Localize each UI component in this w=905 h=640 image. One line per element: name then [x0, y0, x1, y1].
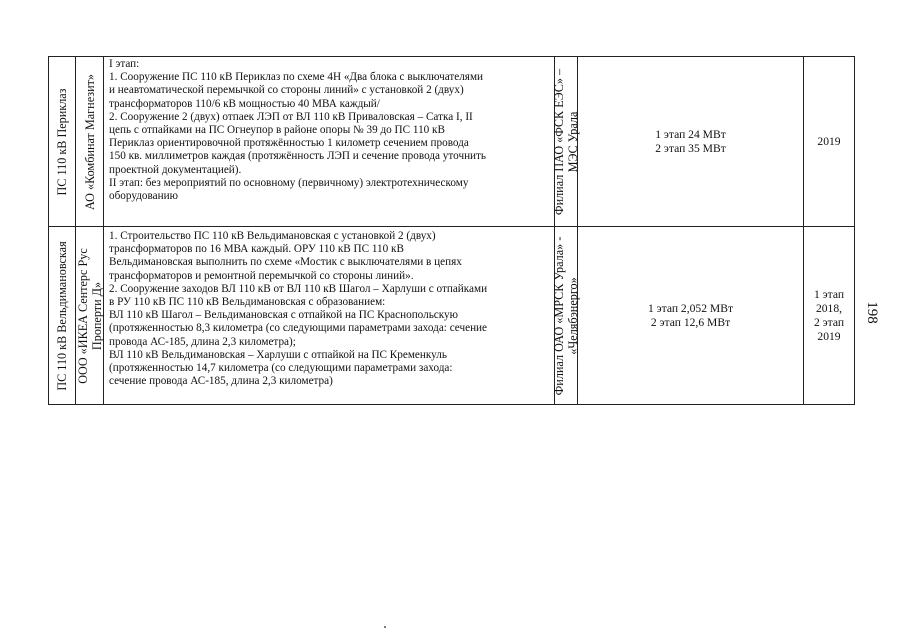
grid-org-name: [552, 62, 580, 222]
grid-org-cell: [552, 57, 580, 227]
measure-line: трансформаторов по 16 МВА каждый. ОРУ 110 кВ ПС 110 кВ: [109, 243, 404, 256]
power-line: 2 этап 35 МВт: [655, 141, 726, 155]
grid-org-line: Филиал ОАО «МРСК Урала» -: [552, 236, 566, 395]
substation-name: ПС 110 кВ Вельдимановская: [55, 240, 69, 391]
applicant-name: АО «Комбинат Магнезит»: [82, 73, 97, 210]
applicant-name: [76, 231, 104, 401]
year-line: 2019: [817, 134, 841, 148]
measures-table: [48, 56, 855, 405]
year-cell: [804, 227, 855, 405]
year-line: 2018,: [815, 301, 843, 315]
measure-line: и неавтоматической перемычкой со стороны линий» с установкой 2 (двух): [109, 84, 464, 97]
table-row: [49, 57, 855, 227]
year-line: 1 этап: [813, 287, 845, 301]
measure-line: проектной документацией).: [109, 163, 242, 176]
measure-line: трансформаторов 110/6 кВ мощностью 40 МВА каждый/: [109, 97, 380, 110]
measure-line: II этап: без мероприятий по основному (первичному) электротехническому: [109, 176, 469, 189]
measure-line: Периклаз ориентировочной протяжённостью 1 километр сечением провода: [109, 137, 469, 150]
substation-cell: [49, 57, 76, 227]
measure-line: в РУ 110 кВ ПС 110 кВ Вельдимановская с образованием:: [109, 296, 386, 309]
year-line: 2019: [817, 329, 841, 343]
measure-line: 2. Сооружение 2 (двух) отпаек ЛЭП от ВЛ 110 кВ Приваловская – Сатка I, II: [109, 110, 473, 123]
grid-org-line: «Челябэнерго»: [566, 276, 580, 355]
measure-line: 150 кв. миллиметров каждая (протяжённость ЛЭП и сечение провода уточнить: [109, 150, 487, 163]
power-line: 2 этап 12,6 МВт: [650, 315, 731, 329]
measure-line: 2. Сооружение заходов ВЛ 110 кВ от ВЛ 110 кВ Шагол – Харлуши с отпайками: [109, 282, 488, 295]
measures-cell: [104, 227, 555, 405]
applicant-cell: [76, 57, 104, 227]
applicant-line: Проперти Д»: [89, 281, 104, 350]
table-row: [49, 227, 855, 405]
measure-line: (протяженностью 8,3 километра (со следующими параметрами захода: сечение: [109, 322, 488, 335]
grid-org-line: МЭС Урала: [566, 111, 580, 172]
measure-line: сечение провода АС-185, длина 2,3 километра): [109, 375, 333, 388]
power-cell: [578, 227, 804, 405]
year-cell: [804, 57, 855, 227]
year-line: 2 этап: [813, 315, 845, 329]
grid-org-line: Филиал ПАО «ФСК ЕЭС» –: [552, 68, 566, 215]
applicant-cell: [76, 227, 104, 405]
measure-line: 1. Строительство ПС 110 кВ Вельдимановская с установкой 2 (двух): [109, 230, 436, 242]
measure-line: трансформаторов и ремонтной перемычкой со стороны линий».: [109, 269, 414, 282]
power-line: 1 этап 24 МВт: [655, 127, 726, 141]
measure-line: провода АС-185, длина 2,3 километра);: [109, 335, 296, 348]
substation-cell: [49, 227, 76, 405]
applicant-line: ООО «ИКЕА Сентерс Рус: [75, 247, 90, 384]
substation-name: ПС 110 кВ Периклаз: [55, 87, 69, 196]
measure-line: I этап:: [109, 58, 140, 70]
power-cell: [578, 57, 804, 227]
measure-line: Вельдимановская выполнить по схеме «Мостик с выключателями в цепях: [109, 256, 462, 269]
measure-line: 1. Сооружение ПС 110 кВ Периклаз по схеме 4Н «Два блока с выключателями: [109, 71, 484, 84]
grid-org-cell: [552, 227, 580, 405]
measure-line: ВЛ 110 кВ Вельдимановская – Харлуши с отпайкой на ПС Кременкуль: [109, 348, 447, 361]
measure-line: оборудованию: [109, 190, 178, 203]
grid-org-name: [552, 231, 580, 401]
measure-line: цепь с отпайками на ПС Огнеупор в районе опоры № 39 до ПС 110 кВ: [109, 124, 445, 137]
page-number: 198: [863, 301, 880, 324]
measure-line: (протяженностью 14,7 километра (со следующими параметрами захода:: [109, 362, 453, 375]
power-line: 1 этап 2,052 МВт: [647, 301, 734, 315]
measure-line: ВЛ 110 кВ Шагол – Вельдимановская с отпайкой на ПС Краснопольскую: [109, 309, 459, 322]
scan-dot: [384, 626, 386, 628]
measures-cell: [104, 57, 555, 227]
